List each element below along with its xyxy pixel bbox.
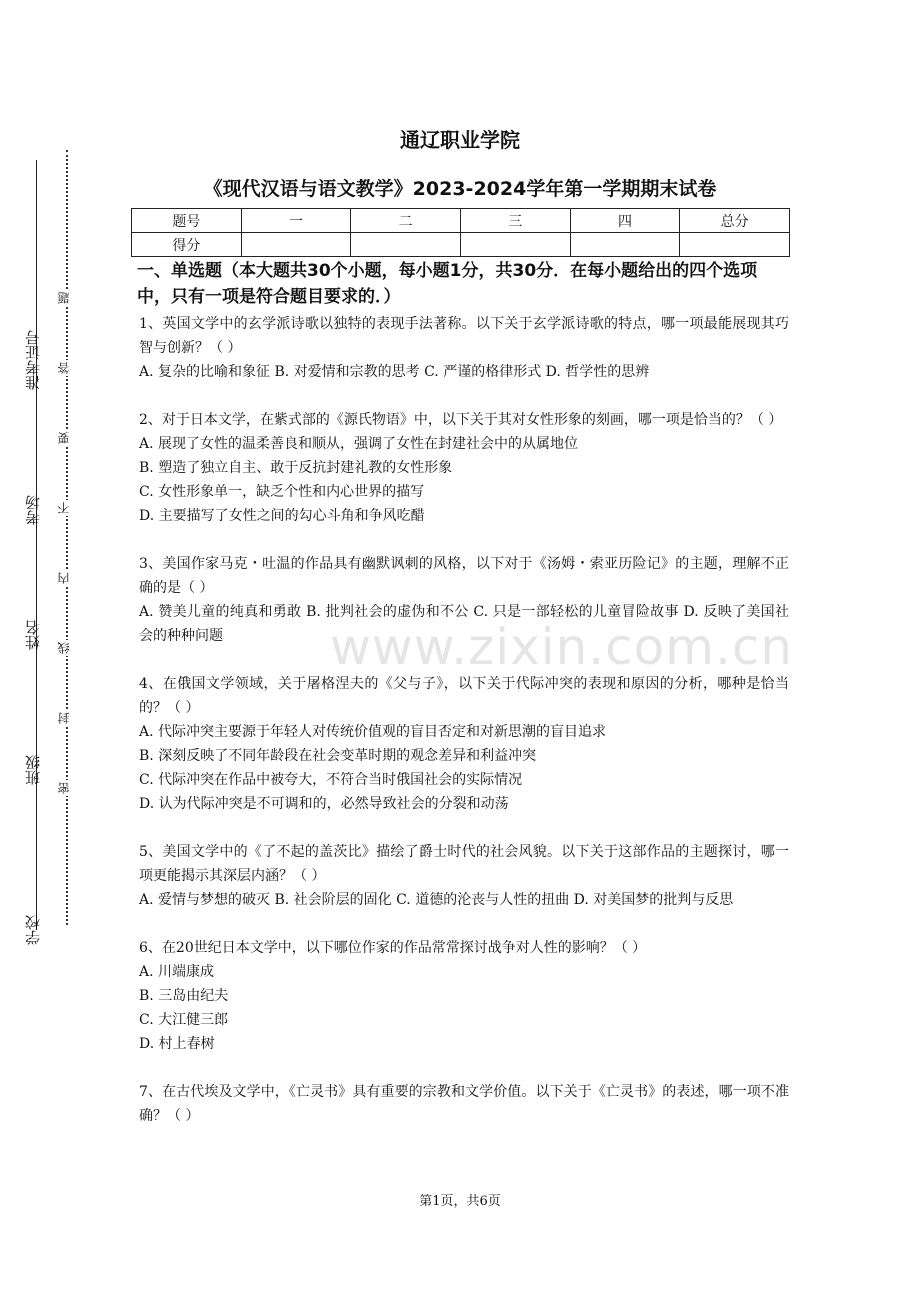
score-table-score-row bbox=[132, 233, 790, 257]
option-d: D. 认为代际冲突是不可调和的，必然导致社会的分裂和动荡 bbox=[139, 796, 509, 812]
score-input-cell[interactable] bbox=[570, 233, 680, 257]
school-name: 通辽职业学院 bbox=[400, 128, 520, 152]
question-stem: 4、在俄国文学领域，关于屠格涅夫的《父与子》，以下关于代际冲突的表现和原因的分析，哪种是恰当的？（ ） bbox=[139, 676, 789, 716]
question-stem: 7、在古代埃及文学中，《亡灵书》具有重要的宗教和文学价值。以下关于《亡灵书》的表述，哪一项不准确？（ ） bbox=[139, 1084, 789, 1124]
option-c: C. 大江健三郎 bbox=[139, 1012, 229, 1028]
watermark: www.zixin.com.cn bbox=[330, 618, 794, 676]
field-exam-id: 准考证号 bbox=[24, 330, 42, 390]
question-stem: 1、英国文学中的玄学派诗歌以独特的表现手法著称。以下关于玄学派诗歌的特点，哪一项最能展现其巧智与创新？（ ） bbox=[139, 316, 789, 356]
binding-dotted-line bbox=[66, 150, 68, 925]
question-stem: 6、在20世纪日本文学中，以下哪位作家的作品常常探讨战争对人性的影响？（ ） bbox=[139, 940, 647, 956]
score-table-header-row bbox=[132, 209, 790, 233]
question-1 bbox=[139, 312, 789, 384]
field-name: 姓名 bbox=[24, 620, 42, 650]
score-header-cell: 一 bbox=[241, 209, 351, 233]
option-d: D. 村上春树 bbox=[139, 1036, 215, 1052]
question-stem: 3、美国作家马克・吐温的作品具有幽默讽刺的风格，以下对于《汤姆・索亚历险记》的主题，理解不正确的是（ ） bbox=[139, 556, 789, 596]
binding-warning-char: 内 bbox=[57, 572, 71, 584]
option-a: A. 代际冲突主要源于年轻人对传统价值观的盲目否定和对新思潮的盲目追求 bbox=[139, 724, 607, 740]
exam-title: 《现代汉语与语文教学》2023-2024学年第一学期期末试卷 bbox=[203, 178, 717, 200]
score-input-cell[interactable] bbox=[680, 233, 790, 257]
score-table bbox=[131, 208, 790, 257]
page-footer: 第1页，共6页 bbox=[419, 1194, 501, 1209]
option-d: D. 主要描写了女性之间的勾心斗角和争风吃醋 bbox=[139, 508, 425, 524]
binding-warning-char: 封 bbox=[57, 712, 71, 724]
score-input-cell[interactable] bbox=[460, 233, 570, 257]
binding-warning-char: 线 bbox=[57, 642, 71, 654]
binding-warning-char: 题 bbox=[57, 292, 71, 304]
binding-warning-char: 要 bbox=[57, 432, 71, 444]
binding-warning-char: 答 bbox=[57, 362, 71, 374]
question-options-inline: A. 赞美儿童的纯真和勇敢 B. 批判社会的虚伪和不公 C. 只是一部轻松的儿童冒险故事 D. 反映了美国社会的种种问题 bbox=[139, 604, 789, 644]
question-options-inline: A. 爱情与梦想的破灭 B. 社会阶层的固化 C. 道德的沦丧与人性的扭曲 D. 对美国梦的批判与反思 bbox=[139, 892, 734, 908]
score-header-cell: 总分 bbox=[680, 209, 790, 233]
question-6 bbox=[139, 936, 789, 1056]
question-stem: 2、对于日本文学，在紫式部的《源氏物语》中，以下关于其对女性形象的刻画，哪一项是恰当的？（ ） bbox=[139, 412, 783, 428]
score-input-cell[interactable] bbox=[351, 233, 461, 257]
exam-content bbox=[139, 258, 789, 1152]
section-heading: 一、单选题（本大题共30个小题，每小题1分，共30分．在每小题给出的四个选项中，只有一项是符合题目要求的．） bbox=[137, 261, 758, 307]
field-class: 班级 bbox=[24, 755, 42, 785]
field-school: 学校 bbox=[24, 915, 42, 945]
option-a: A. 川端康成 bbox=[139, 964, 215, 980]
question-2 bbox=[139, 408, 789, 528]
question-5 bbox=[139, 840, 789, 912]
question-stem: 5、美国文学中的《了不起的盖茨比》描绘了爵士时代的社会风貌。以下关于这部作品的主题探讨，哪一项更能揭示其深层内涵？（ ） bbox=[139, 844, 789, 884]
score-header-cell: 二 bbox=[351, 209, 461, 233]
question-4 bbox=[139, 672, 789, 816]
score-header-cell: 三 bbox=[460, 209, 570, 233]
score-input-cell[interactable] bbox=[241, 233, 351, 257]
option-b: B. 塑造了独立自主、敢于反抗封建礼教的女性形象 bbox=[139, 460, 453, 476]
field-exam-room: 考场 bbox=[24, 495, 42, 525]
score-header-cell: 题号 bbox=[132, 209, 242, 233]
option-a: A. 展现了女性的温柔善良和顺从，强调了女性在封建社会中的从属地位 bbox=[139, 436, 579, 452]
option-b: B. 三岛由纪夫 bbox=[139, 988, 229, 1004]
score-row-label: 得分 bbox=[132, 233, 242, 257]
binding-warning-char: 密 bbox=[57, 782, 71, 794]
binding-warning-char: 不 bbox=[57, 502, 71, 514]
question-7 bbox=[139, 1080, 789, 1128]
binding-fill-line bbox=[36, 160, 37, 930]
option-c: C. 女性形象单一，缺乏个性和内心世界的描写 bbox=[139, 484, 425, 500]
score-header-cell: 四 bbox=[570, 209, 680, 233]
option-c: C. 代际冲突在作品中被夸大，不符合当时俄国社会的实际情况 bbox=[139, 772, 523, 788]
question-3 bbox=[139, 552, 789, 648]
binding-margin bbox=[0, 130, 90, 960]
question-options-inline: A. 复杂的比喻和象征 B. 对爱情和宗教的思考 C. 严谨的格律形式 D. 哲学性的思辨 bbox=[139, 364, 650, 380]
option-b: B. 深刻反映了不同年龄段在社会变革时期的观念差异和利益冲突 bbox=[139, 748, 537, 764]
